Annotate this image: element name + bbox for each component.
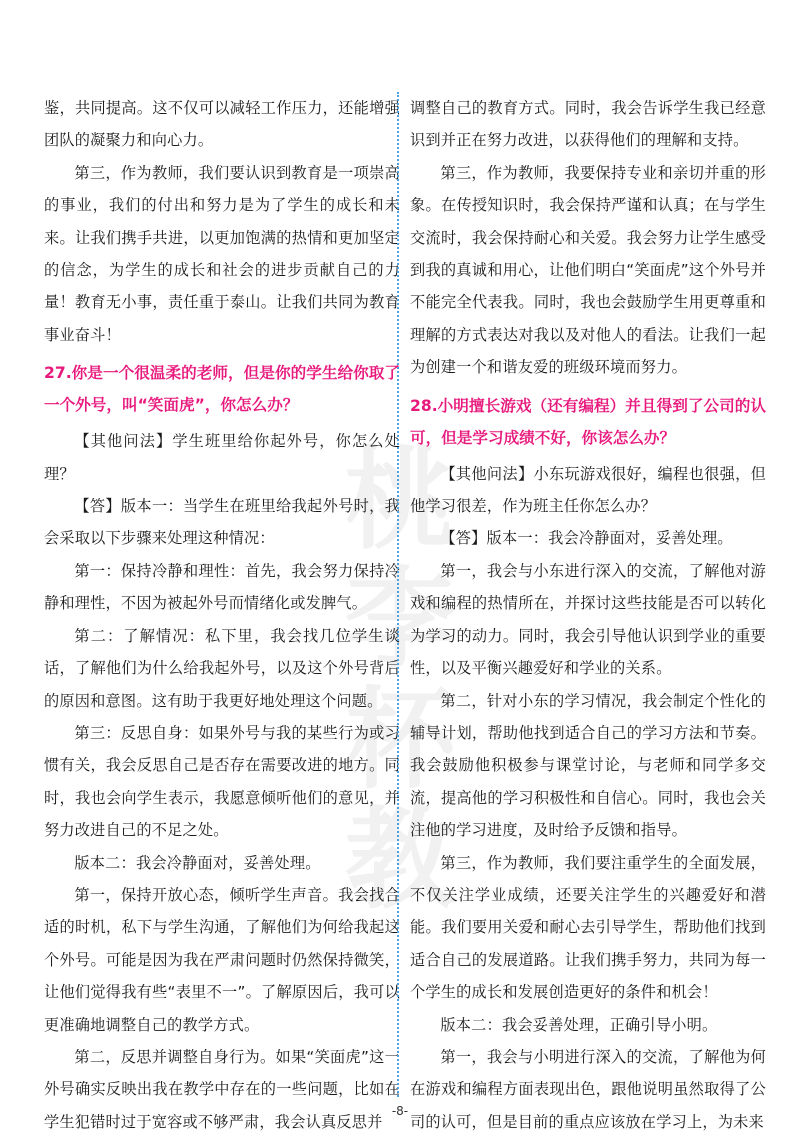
paragraph: 第一，保持开放心态，倾听学生声音。我会找合适的时机，私下与学生沟通，了解他们为何给我起这个外号。可能是因为我在严肃问题时仍然保持微笑，让他们觉得我有些“表里不一”。了解原因后，我可以更准确地调整自己的教学方式。 <box>44 885 400 1034</box>
paragraph: 第二：了解情况：私下里，我会找几位学生谈话，了解他们为什么给我起外号，以及这个外号背后的原因和意图。这有助于我更好地处理这个问题。 <box>44 626 400 710</box>
paragraph: 第三：反思自身：如果外号与我的某些行为或习惯有关，我会反思自己是否存在需要改进的地方。同时，我也会向学生表示，我愿意倾听他们的意见，并努力改进自己的不足之处。 <box>44 723 400 840</box>
paragraph: 第二，针对小东的学习情况，我会制定个性化的辅导计划，帮助他找到适合自己的学习方法和节奏。我会鼓励他积极参与课堂讨论，与老师和同学多交流，提高他的学习积极性和自信心。同时，我也会关注他的学习进度，及时给予反馈和指导。 <box>410 691 766 840</box>
paragraph: 鉴，共同提高。这不仅可以减轻工作压力，还能增强团队的凝聚力和向心力。 <box>44 99 400 150</box>
paragraph: 版本二：我会妥善处理，正确引导小明。 <box>440 1015 718 1034</box>
column-divider <box>397 92 399 1097</box>
paragraph: 第三，作为教师，我要保持专业和亲切并重的形象。在传授知识时，我会保持严谨和认真；在与学生交流时，我会保持耐心和关爱。我会努力让学生感受到我的真诚和用心，让他们明白“笑面虎”这个外号并不能完全代表我。同时，我也会鼓励学生用更尊重和理解的方式表达对我以及对他人的看法。让我们一起为创建一个和谐友爱的班级环境而努力。 <box>410 163 766 377</box>
paragraph: 【其他问法】小东玩游戏很好，编程也很强，但他学习很差，作为班主任你怎么办？ <box>410 464 766 516</box>
paragraph: 第一，我会与小东进行深入的交流，了解他对游戏和编程的热情所在，并探讨这些技能是否可以转化为学习的动力。同时，我会引导他认识到学业的重要性，以及平衡兴趣爱好和学业的关系。 <box>410 561 766 678</box>
paragraph: 【答】版本一：我会冷静面对，妥善处理。 <box>440 529 733 548</box>
question-heading-27: 27.你是一个很温柔的老师，但是你的学生给你取了一个外号，叫“笑面虎”，你怎么办？ <box>44 364 400 415</box>
paragraph: 第一，我会与小明进行深入的交流，了解他为何在游戏和编程方面表现出色，跟他说明虽然取得了公司的认可，但是目前的重点应该放在学习上，为未来 <box>410 1047 766 1131</box>
paragraph: 第三，作为教师，我们要注重学生的全面发展，不仅关注学业成绩，还要关注学生的兴趣爱好和潜能。我们要用关爱和耐心去引导学生，帮助他们找到适合自己的发展道路。让我们携手努力，共同为每一个学生的成长和发展创造更好的条件和机会！ <box>410 853 766 1002</box>
paragraph: 版本二：我会冷静面对，妥善处理。 <box>74 853 321 872</box>
left-column <box>44 92 400 1138</box>
question-heading-28: 28.小明擅长游戏（还有编程）并且得到了公司的认可，但是学习成绩不好，你该怎么办？ <box>410 396 766 447</box>
watermark: 桃 李 杯 教 <box>345 436 455 924</box>
paragraph: 调整自己的教育方式。同时，我会告诉学生我已经意识到并正在努力改进，以获得他们的理解和支持。 <box>410 99 766 150</box>
paragraph: 【其他问法】学生班里给你起外号，你怎么处理？ <box>44 432 400 483</box>
paragraph: 第二，反思并调整自身行为。如果“笑面虎”这一外号确实反映出我在教学中存在的一些问题，比如在学生犯错时过于宽容或不够严肃，我会认真反思并 <box>44 1047 400 1131</box>
paragraph: 【答】版本一：当学生在班里给我起外号时，我会采取以下步骤来处理这种情况： <box>44 497 400 548</box>
paragraph: 第三，作为教师，我们要认识到教育是一项崇高的事业，我们的付出和努力是为了学生的成长和未来。让我们携手共进，以更加饱满的热情和更加坚定的信念，为学生的成长和社会的进步贡献自己的力量！教育无小事，责任重于泰山。让我们共同为教育事业奋斗！ <box>44 163 400 344</box>
right-column <box>410 92 766 1138</box>
page-number: -8- <box>391 1104 409 1118</box>
paragraph: 第一：保持冷静和理性：首先，我会努力保持冷静和理性，不因为被起外号而情绪化或发脾气。 <box>44 561 400 613</box>
